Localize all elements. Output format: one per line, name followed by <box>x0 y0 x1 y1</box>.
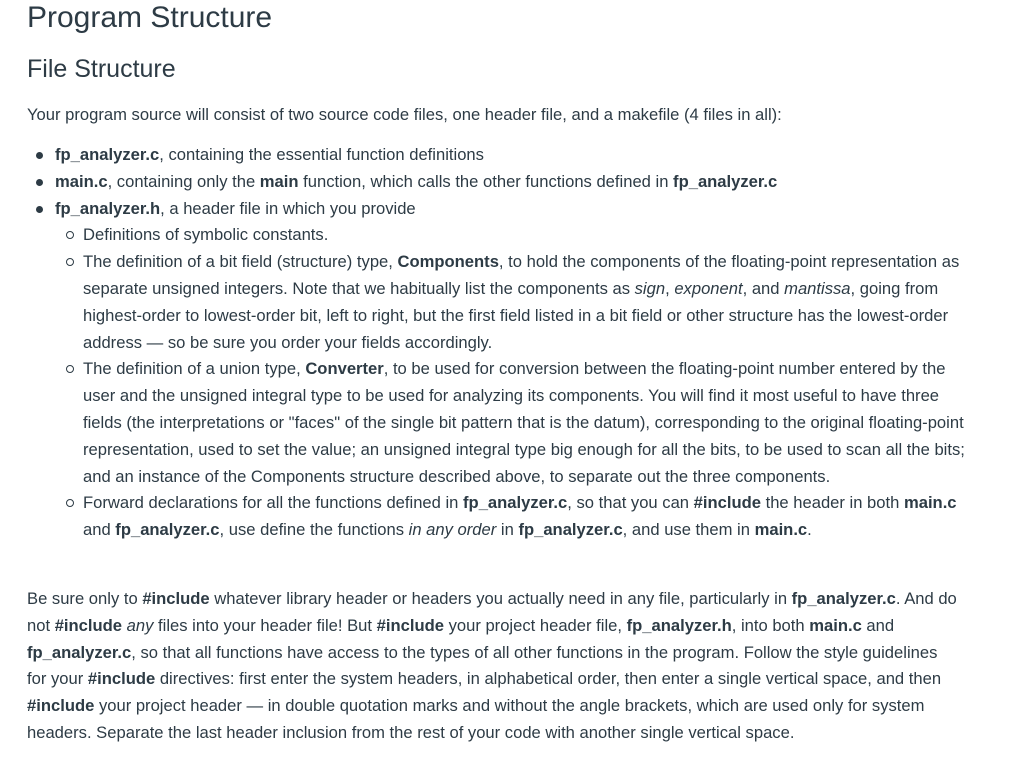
list-item-fp-analyzer-c: fp_analyzer.c, containing the essential function definitions <box>27 142 987 169</box>
list-item-main-c: main.c, containing only the main function, which calls the other functions defined in fp_analyzer.c <box>27 169 987 196</box>
sub-item-converter: The definition of a union type, Converter, to be used for conversion between the floating-point number entered by the user and the unsigned integral type to be used for analyzing its components. You will find it most useful to have three fields (the interpretations or "faces" of the single bit pattern that is the datum), corresponding to the original floating-point representation, used to set the value; an unsigned integral type big enough for all the bits, to be used to scan all the bits; and an instance of the Components structure described above, to separate out the three components. <box>55 356 975 490</box>
header-contents-list <box>55 222 987 544</box>
list-item-fp-analyzer-h: fp_analyzer.h, a header file in which you provide Definitions of symbolic constants. The definition of a bit field (structure) type, Components, to hold the components of the floating-point representation as separate unsigned integers. Note that we habitually list the components as sign, exponent, and mantissa, going from highest-order to lowest-order bit, left to right, but the first field listed in a bit field or other structure has the lowest-order address — so be sure you order your fields accordingly. The definition of a union type, Converter, to be used for conversion between the floating-point number entered by the user and the unsigned integral type to be used for analyzing its components. You will find it most useful to have three fields (the interpretations or "faces" of the single bit pattern that is the datum), corresponding to the original floating-point representation, used to set the value; an unsigned integral type big enough for all the bits, to be used to scan all the bits; and an instance of the Components structure described above, to separate out the three components. Forward declarations for all the functions defined in fp_analyzer.c, so that you can #include the header in both main.c and fp_analyzer.c, use define the functions in any order in fp_analyzer.c, and use them in main.c. <box>27 196 987 544</box>
sub-item-constants: Definitions of symbolic constants. <box>55 222 975 249</box>
file-name: main.c <box>55 171 108 191</box>
file-name: fp_analyzer.h <box>55 198 161 218</box>
file-name: fp_analyzer.c <box>55 145 160 164</box>
include-guidelines-paragraph: Be sure only to #include whatever library header or headers you actually need in any file, particularly in fp_analyzer.c. And do not #include any files into your header file! But #include your project header file, fp_analyzer.h, into both main.c and fp_analyzer.c, so that all functions have access to the types of all other functions in the program. Follow the style guidelines for your #include directives: first enter the system headers, in alphabetical order, then enter a single vertical space, and then #include your project header — in double quotation marks and without the angle brackets, which are used only for system headers. Separate the last header inclusion from the rest of your code with another single vertical space. <box>27 589 957 742</box>
page-title: Program Structure <box>27 1 273 34</box>
file-list <box>27 142 987 544</box>
sub-item-forward-declarations: Forward declarations for all the functions defined in fp_analyzer.c, so that you can #include the header in both main.c and fp_analyzer.c, use define the functions in any order in fp_analyzer.c, and use them in main.c. <box>55 490 975 544</box>
section-title: File Structure <box>27 55 176 83</box>
sub-item-components: The definition of a bit field (structure) type, Components, to hold the components of the floating-point representation as separate unsigned integers. Note that we habitually list the components as sign, exponent, and mantissa, going from highest-order to lowest-order bit, left to right, but the first field listed in a bit field or other structure has the lowest-order address — so be sure you order your fields accordingly. <box>55 249 975 356</box>
intro-paragraph: Your program source will consist of two source code files, one header file, and a makefile (4 files in all): <box>27 105 782 124</box>
